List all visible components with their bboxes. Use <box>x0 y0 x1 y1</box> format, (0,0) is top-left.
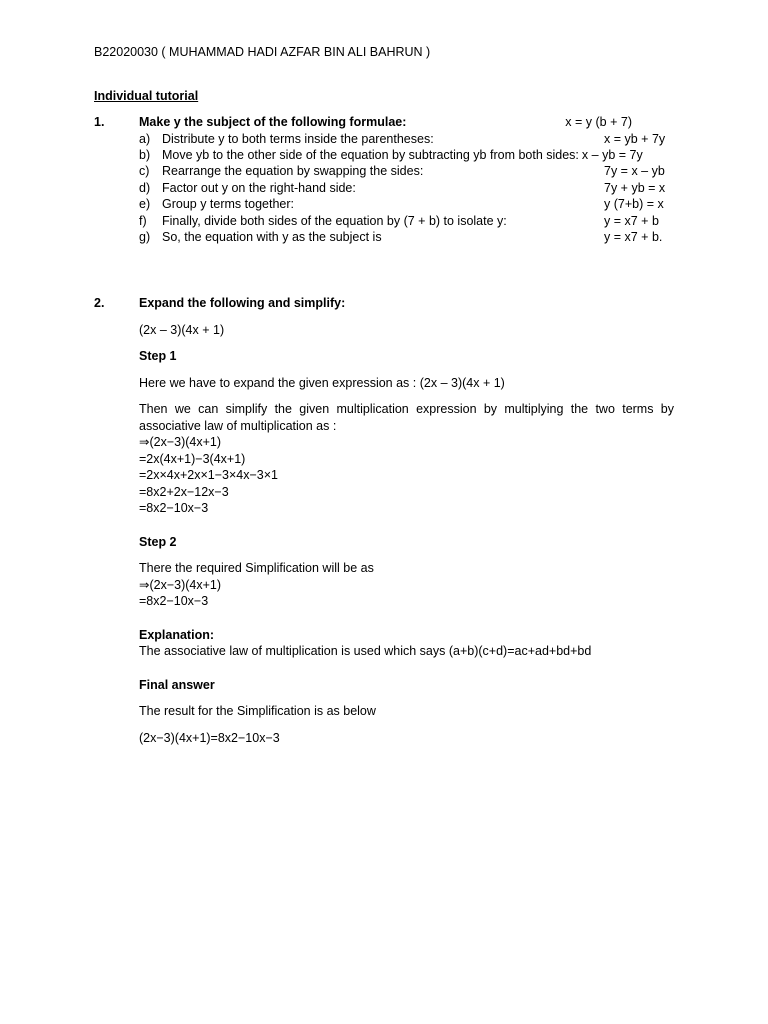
question-1 <box>94 114 674 245</box>
step-item <box>139 196 674 212</box>
explanation-text: The associative law of multiplication is used which says (a+b)(c+d)=ac+ad+bd+bd <box>139 644 592 659</box>
step-1-line: =2x(4x+1)−3(4x+1) <box>139 451 246 466</box>
question-2 <box>94 295 674 312</box>
step-1-heading: Step 1 <box>139 349 177 364</box>
step-1-line: =2x×4x+2x×1−3×4x−3×1 <box>139 468 279 483</box>
step-item <box>139 213 674 229</box>
step-result: y = x7 + b <box>604 213 659 228</box>
step-2-heading: Step 2 <box>139 534 177 549</box>
step-text: Finally, divide both sides of the equation by (7 + b) to isolate y: <box>162 213 507 228</box>
step-item <box>139 131 674 147</box>
step-letter: g) <box>139 229 151 244</box>
step-result: y = x7 + b. <box>604 229 663 244</box>
step-result: 7y = x – yb <box>604 164 665 179</box>
step-1-paragraph: Then we can simplify the given multiplication expression by multiplying the two terms by associative law of multiplication as : <box>139 402 674 433</box>
step-result: y (7+b) = x <box>604 197 664 212</box>
step-item <box>139 229 674 245</box>
step-letter: b) <box>139 147 151 162</box>
step-letter: e) <box>139 197 151 212</box>
step-1-line: ⇒(2x−3)(4x+1) <box>139 435 222 450</box>
document-title: Individual tutorial <box>94 89 199 103</box>
question-1-number: 1. <box>94 115 105 129</box>
step-2-intro: There the required Simplification will be as <box>139 561 374 576</box>
question-2-prompt: Expand the following and simplify: <box>139 296 346 311</box>
step-text: So, the equation with y as the subject is <box>162 229 382 244</box>
final-answer-heading: Final answer <box>139 677 215 692</box>
step-text: Rearrange the equation by swapping the sides: <box>162 164 424 179</box>
step-2-line: =8x2−10x−3 <box>139 594 209 609</box>
step-letter: c) <box>139 164 150 179</box>
question-1-heading <box>139 114 674 131</box>
step-1-line: =8x2−10x−3 <box>139 501 209 516</box>
step-text: Distribute y to both terms inside the parentheses: <box>162 131 434 146</box>
step-result: x – yb = 7y <box>581 147 643 162</box>
question-2-answer <box>139 322 674 747</box>
step-item <box>139 147 674 163</box>
step-1-line: =8x2+2x−12x−3 <box>139 484 229 499</box>
question-2-number: 2. <box>94 296 105 311</box>
final-answer-result: (2x−3)(4x+1)=8x2−10x−3 <box>139 730 280 745</box>
step-item <box>139 180 674 196</box>
step-text: Factor out y on the right-hand side: <box>162 180 356 195</box>
question-1-prompt: Make y the subject of the following formulae: <box>139 115 407 129</box>
question-1-body <box>139 114 674 245</box>
question-1-formula: x = y (b + 7) <box>565 115 632 129</box>
explanation-heading: Explanation: <box>139 627 215 642</box>
step-1-intro: Here we have to expand the given expression as : (2x – 3)(4x + 1) <box>139 375 505 390</box>
question-2-expression: (2x – 3)(4x + 1) <box>139 322 225 337</box>
step-text: Group y terms together: <box>162 197 295 212</box>
step-text: Move yb to the other side of the equation by subtracting yb from both sides: <box>162 147 579 162</box>
step-letter: f) <box>139 213 147 228</box>
step-result: 7y + yb = x <box>604 180 666 195</box>
step-2-line: ⇒(2x−3)(4x+1) <box>139 577 222 592</box>
question-1-steps <box>139 131 674 246</box>
step-item <box>139 163 674 179</box>
student-id-line: B22020030 ( MUHAMMAD HADI AZFAR BIN ALI BAHRUN ) <box>94 45 431 59</box>
step-result: x = yb + 7y <box>604 131 666 146</box>
step-letter: d) <box>139 180 151 195</box>
final-answer-intro: The result for the Simplification is as below <box>139 704 376 719</box>
step-letter: a) <box>139 131 151 146</box>
